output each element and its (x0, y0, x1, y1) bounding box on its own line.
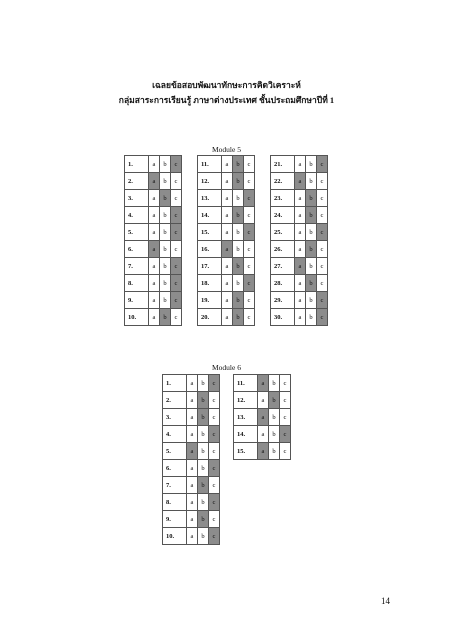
answer-option-cell: b (233, 190, 244, 207)
question-number: 14. (198, 207, 222, 224)
answer-option-cell: b (306, 156, 317, 173)
question-number: 24. (271, 207, 295, 224)
answer-option-cell: c (317, 241, 328, 258)
answer-row (125, 156, 182, 173)
answer-row (271, 258, 328, 275)
answer-option-cell: c (171, 241, 182, 258)
answer-option-cell: a (222, 224, 233, 241)
answer-row (271, 292, 328, 309)
answer-option-cell: b (160, 241, 171, 258)
selected-answer-cell: c (244, 275, 255, 292)
question-number: 9. (125, 292, 149, 309)
answer-option-cell: c (171, 190, 182, 207)
answer-row (271, 275, 328, 292)
selected-answer-cell: c (244, 190, 255, 207)
answer-row (198, 224, 255, 241)
answer-option-cell: c (280, 375, 291, 392)
answer-row (163, 477, 220, 494)
answer-row (234, 443, 291, 460)
answer-option-cell: c (244, 309, 255, 326)
selected-answer-cell: c (209, 460, 220, 477)
answer-row (163, 443, 220, 460)
selected-answer-cell: c (171, 292, 182, 309)
question-number: 7. (163, 477, 187, 494)
answer-option-cell: a (187, 528, 198, 545)
answer-option-cell: a (149, 309, 160, 326)
selected-answer-cell: b (269, 392, 280, 409)
selected-answer-cell: b (233, 292, 244, 309)
answer-option-cell: a (222, 190, 233, 207)
selected-answer-cell: b (198, 511, 209, 528)
question-number: 16. (198, 241, 222, 258)
question-number: 15. (198, 224, 222, 241)
answer-row (125, 173, 182, 190)
answer-row (198, 207, 255, 224)
answer-option-cell: c (317, 207, 328, 224)
answer-option-cell: b (233, 241, 244, 258)
answer-option-cell: a (258, 392, 269, 409)
answer-option-cell: c (244, 173, 255, 190)
selected-answer-cell: a (222, 241, 233, 258)
module-5-label: Module 5 (212, 145, 241, 154)
question-number: 11. (198, 156, 222, 173)
answer-option-cell: b (160, 258, 171, 275)
answer-row (125, 275, 182, 292)
selected-answer-cell: a (258, 375, 269, 392)
answer-option-cell: b (160, 224, 171, 241)
selected-answer-cell: c (171, 258, 182, 275)
selected-answer-cell: a (149, 173, 160, 190)
answer-option-cell: c (280, 409, 291, 426)
selected-answer-cell: c (209, 494, 220, 511)
answer-option-cell: b (160, 275, 171, 292)
answer-column (233, 374, 291, 460)
question-number: 7. (125, 258, 149, 275)
answer-option-cell: a (187, 460, 198, 477)
answer-row (125, 207, 182, 224)
question-number: 1. (163, 375, 187, 392)
selected-answer-cell: c (171, 207, 182, 224)
answer-row (234, 409, 291, 426)
answer-option-cell: b (198, 426, 209, 443)
answer-row (271, 190, 328, 207)
question-number: 26. (271, 241, 295, 258)
question-number: 2. (163, 392, 187, 409)
question-number: 9. (163, 511, 187, 528)
question-number: 12. (198, 173, 222, 190)
answer-row (163, 494, 220, 511)
selected-answer-cell: b (306, 207, 317, 224)
answer-key-title: เฉลยข้อสอบพัฒนาทักษะการคิดวิเคราะห์ (152, 80, 301, 90)
answer-option-cell: b (269, 443, 280, 460)
answer-option-cell: b (160, 173, 171, 190)
answer-option-cell: a (222, 275, 233, 292)
question-number: 29. (271, 292, 295, 309)
answer-option-cell: a (222, 207, 233, 224)
selected-answer-cell: c (317, 292, 328, 309)
selected-answer-cell: c (317, 224, 328, 241)
question-number: 13. (234, 409, 258, 426)
answer-row (271, 309, 328, 326)
answer-column (197, 155, 255, 326)
selected-answer-cell: c (209, 528, 220, 545)
module-6-label: Module 6 (212, 363, 241, 372)
answer-option-cell: c (171, 309, 182, 326)
answer-option-cell: b (306, 309, 317, 326)
selected-answer-cell: b (306, 190, 317, 207)
question-number: 21. (271, 156, 295, 173)
answer-row (163, 426, 220, 443)
selected-answer-cell: c (280, 426, 291, 443)
selected-answer-cell: b (198, 409, 209, 426)
answer-option-cell: b (198, 443, 209, 460)
question-number: 22. (271, 173, 295, 190)
answer-option-cell: b (198, 528, 209, 545)
question-number: 2. (125, 173, 149, 190)
answer-row (234, 426, 291, 443)
answer-option-cell: b (160, 292, 171, 309)
question-number: 3. (125, 190, 149, 207)
answer-option-cell: a (187, 494, 198, 511)
answer-option-cell: a (222, 173, 233, 190)
question-number: 4. (125, 207, 149, 224)
answer-option-cell: a (295, 275, 306, 292)
answer-row (271, 207, 328, 224)
selected-answer-cell: c (209, 375, 220, 392)
answer-option-cell: a (187, 375, 198, 392)
question-number: 18. (198, 275, 222, 292)
answer-option-cell: c (244, 241, 255, 258)
question-number: 4. (163, 426, 187, 443)
page-number: 14 (381, 596, 390, 606)
question-number: 1. (125, 156, 149, 173)
answer-option-cell: a (222, 309, 233, 326)
answer-row (198, 173, 255, 190)
answer-row (198, 258, 255, 275)
answer-option-cell: a (187, 392, 198, 409)
answer-option-cell: b (269, 426, 280, 443)
selected-answer-cell: c (171, 224, 182, 241)
answer-row (163, 375, 220, 392)
question-number: 6. (125, 241, 149, 258)
answer-option-cell: c (209, 511, 220, 528)
question-number: 12. (234, 392, 258, 409)
selected-answer-cell: b (160, 190, 171, 207)
answer-option-cell: a (149, 258, 160, 275)
answer-row (163, 460, 220, 477)
selected-answer-cell: c (317, 309, 328, 326)
question-number: 14. (234, 426, 258, 443)
answer-option-cell: a (222, 258, 233, 275)
answer-option-cell: a (149, 224, 160, 241)
answer-row (271, 173, 328, 190)
question-number: 3. (163, 409, 187, 426)
selected-answer-cell: a (258, 443, 269, 460)
question-number: 27. (271, 258, 295, 275)
selected-answer-cell: b (233, 173, 244, 190)
answer-option-cell: a (149, 207, 160, 224)
answer-option-cell: c (317, 190, 328, 207)
selected-answer-cell: b (198, 392, 209, 409)
answer-option-cell: a (295, 190, 306, 207)
question-number: 15. (234, 443, 258, 460)
answer-row (163, 528, 220, 545)
answer-option-cell: a (222, 292, 233, 309)
answer-option-cell: a (187, 426, 198, 443)
answer-row (125, 292, 182, 309)
answer-row (198, 241, 255, 258)
answer-option-cell: c (209, 392, 220, 409)
answer-option-cell: c (280, 392, 291, 409)
selected-answer-cell: c (244, 224, 255, 241)
selected-answer-cell: b (306, 241, 317, 258)
question-number: 10. (163, 528, 187, 545)
selected-answer-cell: b (233, 258, 244, 275)
answer-option-cell: b (160, 156, 171, 173)
answer-option-cell: b (306, 258, 317, 275)
selected-answer-cell: b (160, 309, 171, 326)
answer-option-cell: b (306, 173, 317, 190)
answer-option-cell: b (198, 375, 209, 392)
question-number: 6. (163, 460, 187, 477)
selected-answer-cell: c (171, 275, 182, 292)
answer-column (270, 155, 328, 326)
question-number: 20. (198, 309, 222, 326)
answer-option-cell: a (295, 241, 306, 258)
answer-column (162, 374, 220, 545)
question-number: 5. (163, 443, 187, 460)
answer-option-cell: b (233, 275, 244, 292)
answer-row (234, 375, 291, 392)
answer-option-cell: a (187, 477, 198, 494)
selected-answer-cell: a (295, 173, 306, 190)
answer-option-cell: b (160, 207, 171, 224)
answer-row (163, 511, 220, 528)
answer-row (198, 190, 255, 207)
answer-row (271, 241, 328, 258)
answer-option-cell: a (149, 156, 160, 173)
answer-option-cell: a (187, 409, 198, 426)
answer-option-cell: b (269, 409, 280, 426)
answer-option-cell: a (295, 156, 306, 173)
answer-option-cell: b (198, 494, 209, 511)
answer-row (125, 309, 182, 326)
answer-option-cell: a (295, 309, 306, 326)
answer-option-cell: c (317, 173, 328, 190)
selected-answer-cell: a (149, 241, 160, 258)
question-number: 25. (271, 224, 295, 241)
answer-option-cell: a (149, 275, 160, 292)
answer-option-cell: a (295, 292, 306, 309)
question-number: 11. (234, 375, 258, 392)
answer-row (125, 224, 182, 241)
answer-row (271, 156, 328, 173)
answer-option-cell: c (244, 156, 255, 173)
answer-option-cell: c (280, 443, 291, 460)
selected-answer-cell: a (295, 258, 306, 275)
answer-option-cell: a (149, 190, 160, 207)
answer-option-cell: c (209, 443, 220, 460)
question-number: 10. (125, 309, 149, 326)
answer-row (271, 224, 328, 241)
answer-option-cell: c (244, 258, 255, 275)
answer-row (125, 190, 182, 207)
answer-row (198, 156, 255, 173)
answer-row (163, 392, 220, 409)
answer-option-cell: c (171, 173, 182, 190)
answer-option-cell: b (198, 460, 209, 477)
question-number: 8. (125, 275, 149, 292)
selected-answer-cell: b (306, 275, 317, 292)
answer-option-cell: c (209, 409, 220, 426)
selected-answer-cell: b (233, 207, 244, 224)
answer-row (163, 409, 220, 426)
answer-option-cell: c (209, 477, 220, 494)
selected-answer-cell: b (198, 477, 209, 494)
answer-row (198, 309, 255, 326)
question-number: 28. (271, 275, 295, 292)
answer-option-cell: a (222, 156, 233, 173)
question-number: 17. (198, 258, 222, 275)
selected-answer-cell: a (187, 443, 198, 460)
answer-row (125, 258, 182, 275)
selected-answer-cell: b (233, 156, 244, 173)
answer-option-cell: c (244, 207, 255, 224)
answer-row (198, 292, 255, 309)
answer-row (125, 241, 182, 258)
selected-answer-cell: a (258, 409, 269, 426)
answer-option-cell: a (258, 426, 269, 443)
answer-option-cell: a (295, 207, 306, 224)
answer-option-cell: c (317, 275, 328, 292)
answer-option-cell: c (244, 292, 255, 309)
answer-option-cell: b (233, 224, 244, 241)
answer-option-cell: b (306, 224, 317, 241)
answer-option-cell: b (306, 292, 317, 309)
answer-row (234, 392, 291, 409)
question-number: 8. (163, 494, 187, 511)
selected-answer-cell: b (233, 309, 244, 326)
answer-option-cell: a (187, 511, 198, 528)
question-number: 19. (198, 292, 222, 309)
answer-option-cell: a (149, 292, 160, 309)
question-number: 30. (271, 309, 295, 326)
answer-row (198, 275, 255, 292)
question-number: 23. (271, 190, 295, 207)
answer-option-cell: a (295, 224, 306, 241)
question-number: 5. (125, 224, 149, 241)
selected-answer-cell: c (171, 156, 182, 173)
answer-option-cell: b (269, 375, 280, 392)
selected-answer-cell: c (209, 426, 220, 443)
answer-option-cell: c (317, 258, 328, 275)
selected-answer-cell: c (317, 156, 328, 173)
question-number: 13. (198, 190, 222, 207)
answer-key-subtitle: กลุ่มสาระการเรียนรู้ ภาษาต่างประเทศ ชั้นประถมศึกษาปีที่ 1 (118, 95, 335, 105)
answer-column (124, 155, 182, 326)
